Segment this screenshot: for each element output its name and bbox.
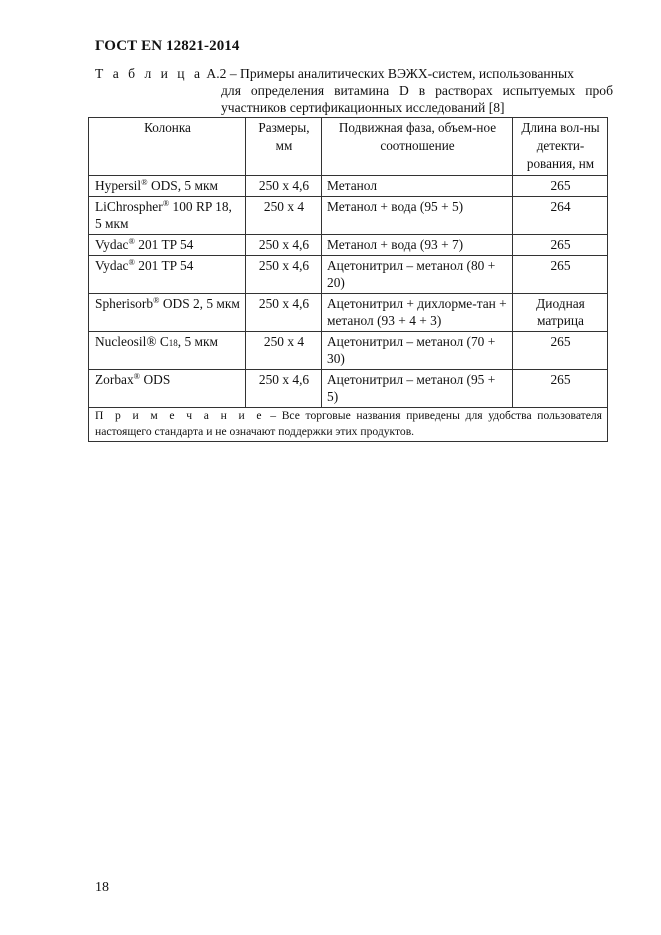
size-cell: 250 x 4,6 xyxy=(246,294,322,332)
table-note-row xyxy=(89,408,608,442)
header-mobile-phase: Подвижная фаза, объем-ное соотношение xyxy=(322,118,513,176)
note-label: П р и м е ч а н и е xyxy=(95,409,265,422)
column-name: Nucleosil® C xyxy=(95,334,169,349)
column-suffix: ODS, 5 мкм xyxy=(147,178,218,193)
wavelength-cell: 265 xyxy=(513,332,608,370)
table-row xyxy=(89,332,608,370)
wavelength-cell: 264 xyxy=(513,197,608,235)
phase-cell: Метанол + вода (95 + 5) xyxy=(322,197,513,235)
column-suffix: 100 RP 18, 5 мкм xyxy=(95,199,232,231)
page-number: 18 xyxy=(95,880,109,895)
wavelength-cell: 265 xyxy=(513,256,608,294)
column-suffix: ODS 2, 5 мкм xyxy=(159,296,240,311)
column-suffix: 201 TP 54 xyxy=(134,237,194,252)
caption-title-rest: для определения витамина D в растворах испытуемых проб участников сертификационных исследований [8] xyxy=(221,83,613,115)
size-cell: 250 x 4 xyxy=(246,332,322,370)
wavelength-cell: Диодная матрица xyxy=(513,294,608,332)
registered-mark: ® xyxy=(153,295,160,305)
column-name: Hypersil xyxy=(95,178,142,193)
registered-mark: ® xyxy=(162,198,170,208)
registered-mark: ® xyxy=(128,257,135,267)
phase-cell: Ацетонитрил – метанол (95 + 5) xyxy=(322,370,513,408)
column-cell xyxy=(89,235,246,256)
caption-number: А.2 xyxy=(206,66,227,81)
table-row xyxy=(89,197,608,235)
table-row xyxy=(89,176,608,197)
table-note xyxy=(89,408,608,442)
caption-label: Т а б л и ц а xyxy=(95,66,204,81)
column-name: Vydac xyxy=(95,237,129,252)
table-caption xyxy=(95,65,613,116)
table-row xyxy=(89,294,608,332)
column-cell xyxy=(89,370,246,408)
registered-mark: ® xyxy=(133,371,141,381)
caption-line-1 xyxy=(95,65,613,82)
column-name: Spherisorb xyxy=(95,296,154,311)
column-name: Vydac xyxy=(95,258,129,273)
column-suffix: ODS xyxy=(140,372,171,387)
header-size: Размеры, мм xyxy=(246,118,322,176)
registered-mark: ® xyxy=(141,177,148,187)
document-header: ГОСТ EN 12821-2014 xyxy=(95,38,240,54)
column-name: LiChrospher xyxy=(95,199,163,214)
column-suffix: , 5 мкм xyxy=(177,334,218,349)
wavelength-cell: 265 xyxy=(513,370,608,408)
phase-cell: Метанол xyxy=(322,176,513,197)
phase-cell: Ацетонитрил – метанол (70 + 30) xyxy=(322,332,513,370)
table-row xyxy=(89,256,608,294)
table-header-row xyxy=(89,118,608,176)
caption-title-line1: – Примеры аналитических ВЭЖХ-систем, использованных xyxy=(226,66,574,81)
column-cell xyxy=(89,176,246,197)
hplc-systems-table xyxy=(88,117,608,442)
phase-cell: Ацетонитрил + дихлорме-тан + метанол (93 + 4 + 3) xyxy=(322,294,513,332)
table-row xyxy=(89,235,608,256)
column-cell xyxy=(89,332,246,370)
column-cell xyxy=(89,294,246,332)
subscript-18: 18 xyxy=(168,338,178,348)
header-wavelength: Длина вол-ны детекти-рования, нм xyxy=(513,118,608,176)
column-cell xyxy=(89,256,246,294)
column-suffix: 201 TP 54 xyxy=(134,258,194,273)
size-cell: 250 x 4,6 xyxy=(246,370,322,408)
size-cell: 250 x 4 xyxy=(246,197,322,235)
size-cell: 250 x 4,6 xyxy=(246,235,322,256)
phase-cell: Ацетонитрил – метанол (80 + 20) xyxy=(322,256,513,294)
size-cell: 250 x 4,6 xyxy=(246,256,322,294)
header-column: Колонка xyxy=(89,118,246,176)
column-name: Zorbax xyxy=(95,372,134,387)
note-text: – Все торговые названия приведены для удобства пользователя настоящего стандарта и не означают поддержки этих продуктов. xyxy=(95,409,602,438)
column-cell xyxy=(89,197,246,235)
size-cell: 250 x 4,6 xyxy=(246,176,322,197)
phase-cell: Метанол + вода (93 + 7) xyxy=(322,235,513,256)
table-row xyxy=(89,370,608,408)
wavelength-cell: 265 xyxy=(513,176,608,197)
wavelength-cell: 265 xyxy=(513,235,608,256)
registered-mark: ® xyxy=(128,236,135,246)
